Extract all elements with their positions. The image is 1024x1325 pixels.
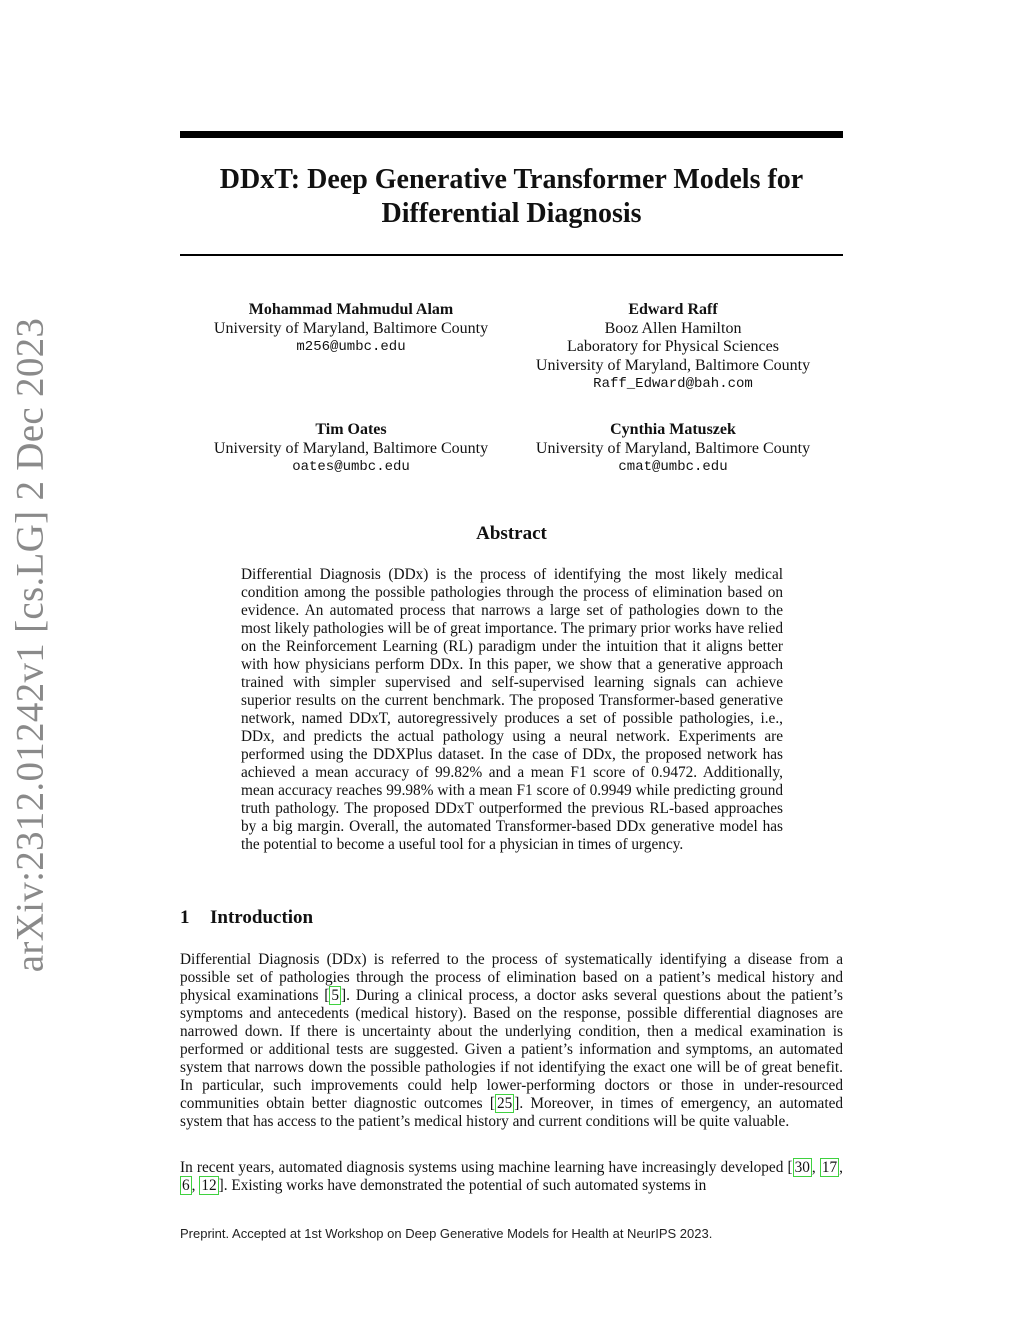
- footer-note: Preprint. Accepted at 1st Workshop on Deep Generative Models for Health at NeurIPS 2023.: [180, 1226, 713, 1241]
- abstract-text: Differential Diagnosis (DDx) is the process of identifying the most likely medical condition among the possible pathologies through the process of elimination based on evidence. An automated process that narrows a large set of pathologies down to the most likely pathologies will be of great importance. The primary prior works have relied on the Reinforcement Learning (RL) paradigm under the intuition that it aligns better with how physicians perform DDx. In this paper, we show that a generative approach trained with simpler supervised and self-supervised learning signals can achieve superior results on the current benchmark. The proposed Transformer-based generative network, named DDxT, autoregressively produces a set of possible pathologies, i.e., DDx, and predicts the actual pathology using a neural network. Experiments are performed using the DDXPlus dataset. In the case of DDx, the proposed network has achieved a mean accuracy of 99.82% and a mean F1 score of 0.9472. Additionally, mean accuracy reaches 99.98% with a mean F1 score of 0.9949 while predicting ground truth pathology. The proposed DDxT outperformed the previous RL-based approaches by a big margin. Overall, the automated Transformer-based DDx generative model has the potential to become a useful tool for a physician in times of urgency.: [241, 566, 783, 853]
- author-affiliation: University of Maryland, Baltimore County: [213, 319, 489, 337]
- section-title: Introduction: [210, 907, 314, 928]
- paragraph-text: Differential Diagnosis (DDx) is referred to the process of systematically identifying a disease from a possible set of pathologies through the process of elimination based on a patient’s medical history and physical examinations [: [180, 951, 843, 1004]
- paragraph-text: In recent years, automated diagnosis systems using machine learning have increasingly developed [: [180, 1159, 793, 1176]
- intro-paragraph: [180, 951, 843, 1131]
- author-block: [181, 301, 521, 357]
- citation-link[interactable]: 6: [182, 1177, 190, 1194]
- author-affiliation: Booz Allen Hamilton: [604, 319, 742, 337]
- author-email[interactable]: oates@umbc.edu: [292, 459, 410, 475]
- citation-link[interactable]: 25: [496, 1095, 513, 1112]
- section-heading: [180, 907, 313, 929]
- arxiv-identifier-stamp: arXiv:2312.01242v1 [cs.LG] 2 Dec 2023: [8, 317, 52, 973]
- author-block: [503, 301, 843, 394]
- citation-separator: ,: [839, 1159, 843, 1176]
- author-block: [181, 421, 521, 477]
- intro-paragraph: [180, 1159, 843, 1195]
- paragraph-text: ]. Existing works have demonstrated the potential of such automated systems in: [218, 1177, 707, 1194]
- author-block: [503, 421, 843, 477]
- citation-link[interactable]: 5: [331, 987, 340, 1004]
- author-name: Edward Raff: [628, 301, 718, 318]
- paragraph-text: ]. Moreover, in times of emergency, an automated system that has access to the patient’s medical history and current conditions will be quite valuable.: [180, 1095, 844, 1130]
- author-name: Tim Oates: [315, 421, 387, 438]
- abstract-heading: Abstract: [476, 523, 547, 544]
- author-name: Cynthia Matuszek: [610, 421, 736, 438]
- author-email[interactable]: m256@umbc.edu: [296, 339, 406, 355]
- section-number: 1: [180, 907, 190, 928]
- citation-link[interactable]: 12: [201, 1177, 217, 1194]
- citation-link[interactable]: 17: [821, 1159, 838, 1176]
- author-affiliation: University of Maryland, Baltimore County: [535, 356, 811, 374]
- author-email[interactable]: cmat@umbc.edu: [618, 459, 728, 475]
- title-rule-bottom: [180, 254, 843, 256]
- citation-separator: ,: [811, 1159, 820, 1176]
- author-email[interactable]: Raff_Edward@bah.com: [593, 376, 753, 392]
- author-affiliation: University of Maryland, Baltimore County: [535, 439, 811, 457]
- citation-link[interactable]: 30: [794, 1159, 810, 1176]
- paper-title: DDxT: Deep Generative Transformer Models for Differential Diagnosis: [219, 164, 804, 229]
- title-rule-top: [180, 131, 843, 138]
- author-affiliation: University of Maryland, Baltimore County: [213, 439, 489, 457]
- author-affiliation: Laboratory for Physical Sciences: [567, 338, 779, 355]
- citation-separator: ,: [191, 1177, 200, 1194]
- paragraph-text: ]. During a clinical process, a doctor asks several questions about the patient’s symptoms and antecedents (medical history). Based on the response, possible differential diagnoses are narrowed down. If there is uncertainty about the underlying condition, then a medical examination is performed or additional tests are suggested. Given a patient’s information and symptoms, an automated system that narrows down the possible pathologies if not identifying the exact one will be of great benefit. In particular, such improvements could help lower-performing doctors or those in under-resourced communities obtain better diagnostic outcomes [: [180, 987, 843, 1112]
- author-name: Mohammad Mahmudul Alam: [248, 301, 454, 318]
